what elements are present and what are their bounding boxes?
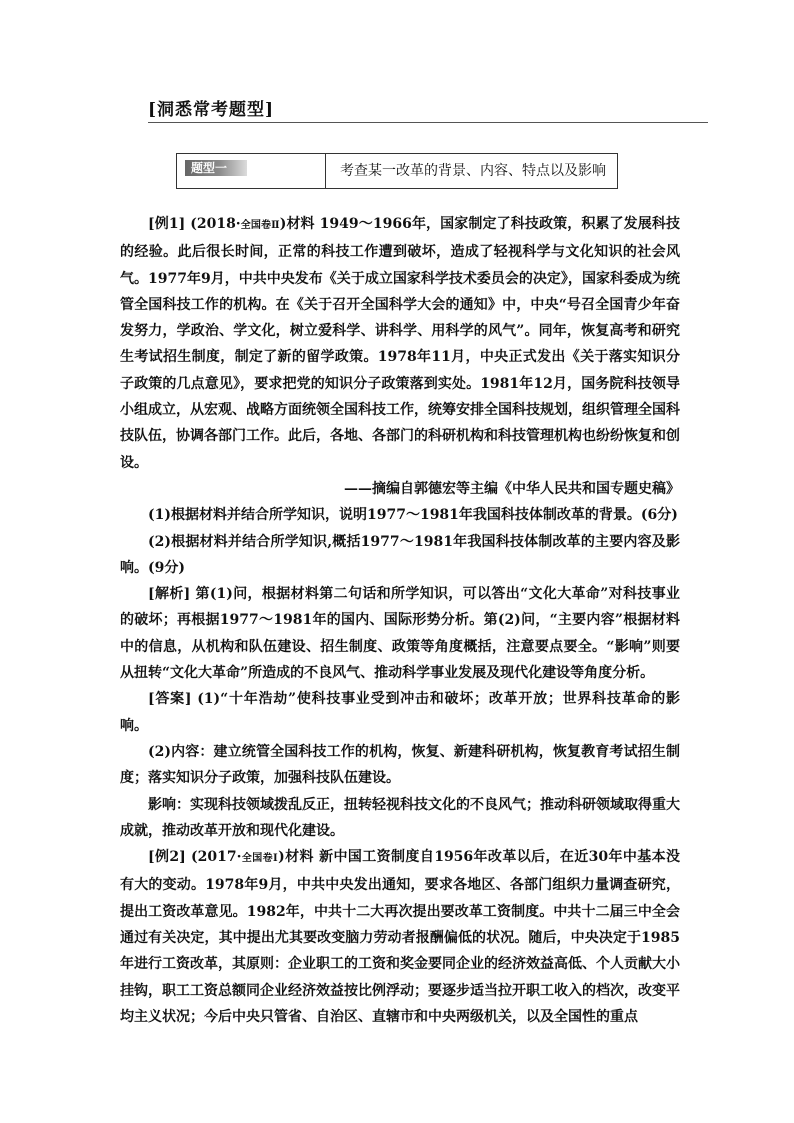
- example2-source-close: )材料: [278, 849, 314, 866]
- example1-answer-2: (2)内容：建立统管全国科技工作的机构，恢复、新建科研机构，恢复教育考试招生制度；落实知识分子政策，加强科技队伍建设。: [120, 743, 680, 787]
- content: [120, 211, 680, 1030]
- section-header: [148, 100, 708, 123]
- type-badge: 题型一: [185, 160, 247, 176]
- type-topic: 考查某一改革的背景、内容、特点以及影响: [340, 163, 606, 179]
- answer-1-text: (1)“十年浩劫”使科技事业受到冲击和破坏；改革开放；世界科技革命的影响。: [120, 691, 681, 734]
- example1-source-open: (2018·: [190, 216, 241, 232]
- example1-analysis: [120, 581, 680, 686]
- type-label-cell: [177, 154, 326, 188]
- example1-label: [例1]: [148, 216, 186, 232]
- example1-citation: ——摘编自郭德宏等主编《中华人民共和国专题史稿》: [344, 480, 680, 497]
- example1-answer-1: [120, 686, 680, 739]
- example2-label: [例2]: [148, 849, 186, 866]
- analysis-label: [解析]: [148, 586, 191, 603]
- example2-material: [120, 844, 680, 1030]
- example1-material: [120, 211, 680, 476]
- question-type-box: [176, 153, 618, 189]
- answer-label: [答案]: [148, 691, 192, 708]
- example2-source-name: 全国卷Ⅰ: [241, 853, 279, 865]
- analysis-text: 第(1)问，根据材料第二句话和所学知识，可以答出“文化大革命”对科技事业的破坏；再根据1977～1981年的国内、国际形势分析。第(2)问，“主要内容”根据材料中的信息，从机构和队伍建设、招生制度、政策等角度概括，注意要点要全。“影响”则要从扭转“文化大革命”所造成的不良风气、推动科学事业发展及现代化建设等角度分析。: [120, 586, 681, 682]
- example1-question-1: (1)根据材料并结合所学知识，说明1977～1981年我国科技体制改革的背景。(6分): [148, 507, 678, 524]
- example1-source-name: 全国卷Ⅱ: [240, 220, 280, 231]
- section-title: [洞悉常考题型]: [148, 100, 275, 120]
- example1-body: 1949～1966年，国家制定了科技政策，积累了发展科技的经验。此后很长时间，正常的科技工作遭到破坏，造成了轻视科学与文化知识的社会风气。1977年9月，中共中央发布《关于成立国家科学技术委员会的决定》，国家科委成为统管全国科技工作的机构。在《关于召开全国科学大会的通知》中，中央“号召全国青少年奋发努力，学政治、学文化，树立爱科学、讲科学、用科学的风气”。同年，恢复高考和研究生考试招生制度，制定了新的留学政策。1978年11月，中央正式发出《关于落实知识分子政策的几点意见》，要求把党的知识分子政策落到实处。1981年12月，国务院科技领导小组成立，从宏观、战略方面统领全国科技工作，统筹安排全国科技规划，组织管理全国科技队伍，协调各部门工作。此后，各地、各部门的科研机构和科技管理机构也纷纷恢复和创设。: [120, 216, 681, 471]
- example1-answer-3: 影响：实现科技领域拨乱反正，扭转轻视科技文化的不良风气；推动科研领域取得重大成就，推动改革开放和现代化建设。: [120, 796, 680, 839]
- example1-source-close: )材料: [279, 216, 315, 232]
- example1-question-2: (2)根据材料并结合所学知识,概括1977～1981年我国科技体制改革的主要内容及影响。(9分): [120, 533, 680, 576]
- example2-source-open: (2017·: [191, 849, 242, 866]
- example2-body: 新中国工资制度自1956年改革以后，在近30年中基本没有大的变动。1978年9月，中共中央发出通知，要求各地区、各部门组织力量调查研究，提出工资改革意见。1982年，中共十二大再次提出要改革工资制度。中共十二届三中全会通过有关决定，其中提出尤其要改变脑力劳动者报酬偏低的状况。随后，中央决定于1985年进行工资改革，其原则：企业职工的工资和奖金要同企业的经济效益高低、个人贡献大小挂钩，职工工资总额同企业经济效益按比例浮动；要逐步适当拉开职工收入的档次，改变平均主义状况；今后中央只管省、自治区、直辖市和中央两级机关，以及全国性的重点: [120, 849, 681, 1025]
